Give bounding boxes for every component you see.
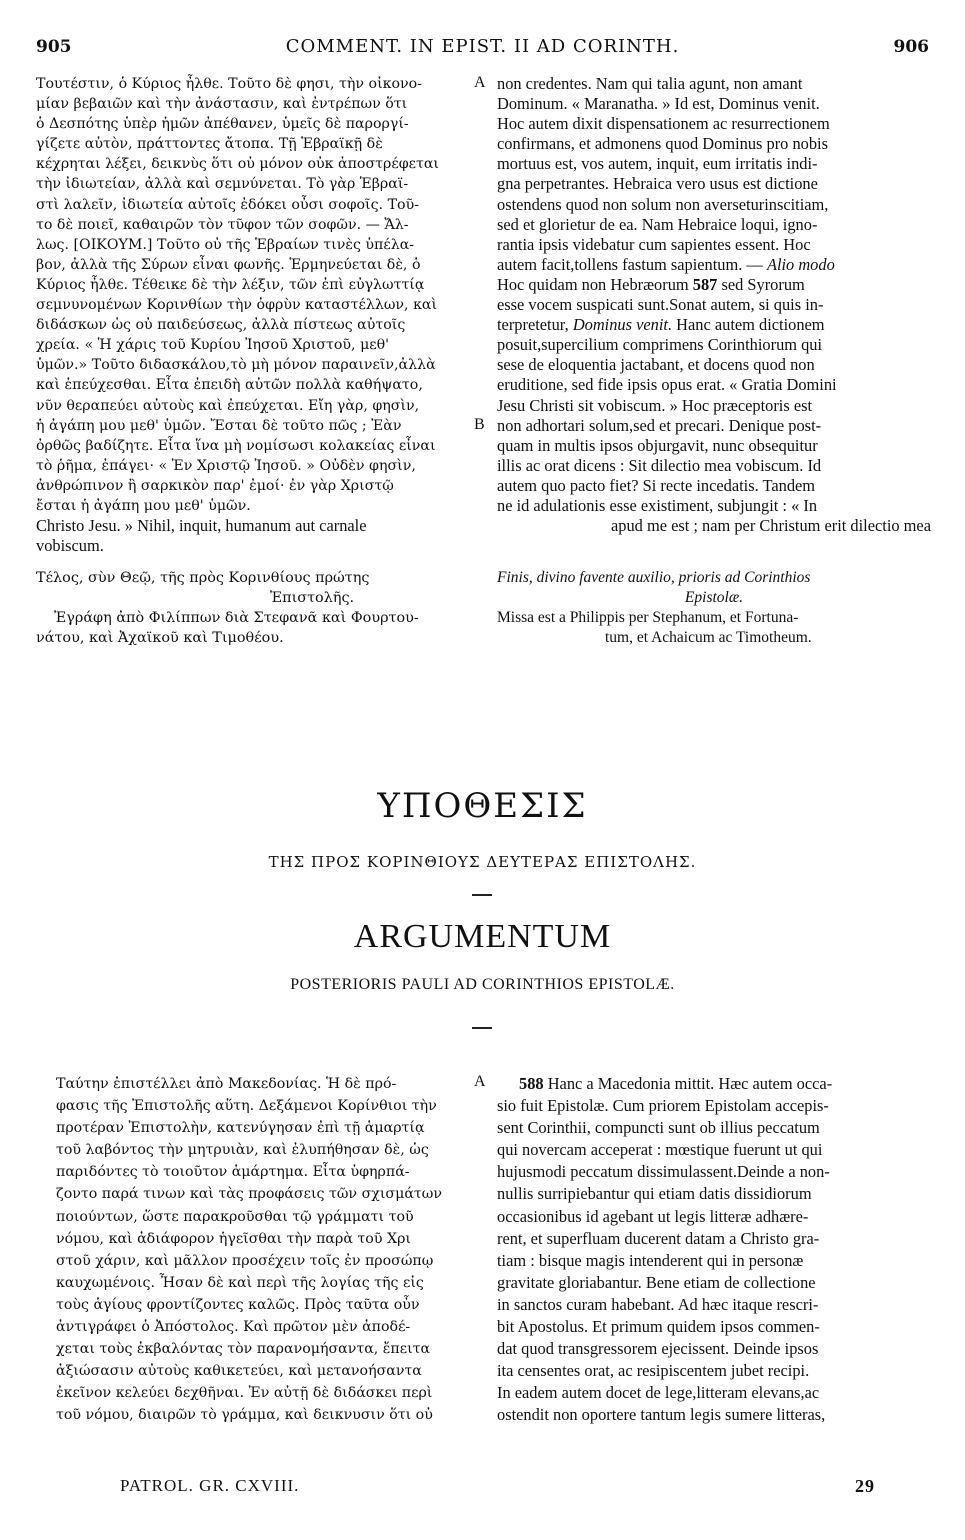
text-fragment: terpretetur, [497, 315, 569, 335]
full-width-line [36, 516, 931, 536]
text-line: eruditione, sed fide ipsis opus erat. « Gratia Domini [497, 375, 837, 395]
text-fragment: Hanc autem dictionem [676, 315, 825, 335]
greek-written-line1: Ἐγράφη ἀπὸ Φιλίππων διὰ Στεφανᾶ καὶ Φουρτου- [54, 610, 419, 626]
text-line: in sanctos curam habebant. Ad hæc itaque rescri- [497, 1294, 819, 1314]
latin-finis-line1: Finis, divino favente auxilio, prioris ad Corinthios [497, 569, 811, 586]
text-line: βον, ἀλλὰ τῆς Σύρων εἶναι φωνῆς. Ἑρμηνεύεται δὲ, ὁ [36, 256, 421, 273]
text-line: Hoc autem dixit dispensationem ac resurrectionem [497, 114, 830, 134]
text-line: occasionibus id agebant ut legis litteræ adhære- [497, 1206, 809, 1226]
running-head [36, 36, 929, 60]
section2-latin-column [497, 1073, 931, 1427]
title-divider [472, 894, 492, 896]
text-line: ita censentes orat, ac resipiscentem jubet recipi. [497, 1361, 810, 1381]
greek-colophon [36, 568, 468, 648]
text-line: mortuus est, vos autem, inquit, eum irritatis indi- [497, 154, 818, 174]
text-line: τὸ ῥῆμα, ἐπάγει· « Ἐν Χριστῷ Ἰησοῦ. » Οὐδὲν φησὶν, [36, 457, 416, 474]
latin-title: ARGUMENTUM [353, 918, 612, 955]
text-line: χρεία. « Ἡ χάρις τοῦ Κυρίου Ἰησοῦ Χριστοῦ, μεθ' [36, 337, 390, 354]
text-line: στὶ λαλεῖν, ἰδιωτεία αὐτοῖς ἐδόκει οὖσι σοφοῖς. Τοῦ- [36, 196, 419, 213]
text-line: προτέραν Ἐπιστολὴν, κατενύγησαν ἐπὶ τῇ ἁμαρτίᾳ [56, 1120, 425, 1137]
text-fragment: autem facit,tollens fastum sapientum. — [497, 254, 763, 274]
text-line: gravitate gloriabantur. Bene etiam de collectione [497, 1272, 816, 1292]
text-line: γίζετε αὐτὸν, πράττοντες ἄτοπα. Τῇ Ἑβραϊκῇ δὲ [36, 136, 383, 153]
column-marker-a: A [474, 74, 486, 91]
text-line: hujusmodi peccatum dissimulassent.Deinde a non- [497, 1162, 830, 1182]
text-line: νῦν θεραπεύει αὐτοὺς καὶ ἐπεύχεται. Εἴη γὰρ, φησὶν, [36, 397, 420, 414]
text-line: τὴν ἰδιωτείαν, ἀλλὰ καὶ σεμνύνεται. Τὸ γὰρ Ἑβραϊ- [36, 176, 409, 193]
full-line-left: Christo Jesu. » Nihil, inquit, humanum aut carnale [36, 516, 367, 535]
text-line: χεται τοὺς ἐκβαλόντας τὸν παρανομήσαντα, ἔπειτα [56, 1341, 431, 1358]
text-line [497, 315, 931, 335]
last-line-text: vobiscum. [36, 536, 104, 555]
text-line: στοῦ χάριν, καὶ μᾶλλον προσέχειν τοῖς ἐν προσώπῳ [56, 1252, 434, 1269]
last-line [36, 536, 931, 556]
text-line: ζοντο παρά τινων καὶ τὰς προφάσεις τῶν σχισμάτων [56, 1186, 442, 1203]
latin-colophon [497, 568, 931, 648]
text-line: το δὲ ποιεῖ, καθαιρῶν τὸν τῦφον τῶν σοφῶν. — Ἄλ- [36, 216, 409, 233]
text-line: ἀνθρώπινον ἢ σαρκικὸν παρ' ἐμοί· ἐν γὰρ Χριστῷ [36, 477, 394, 494]
text-line: gna perpetrantes. Hebraica vero usus est dictione [497, 174, 818, 194]
left-page-number: 905 [36, 37, 72, 57]
text-line: ἔσται ἡ ἀγάπη μου μεθ' ὑμῶν. [36, 497, 251, 514]
latin-subtitle: POSTERIORIS PAULI AD CORINTHIOS EPISTOLÆ. [290, 976, 675, 993]
text-line: confirmans, et admonens quod Dominus pro nobis [497, 134, 828, 154]
text-line: τοῦ νόμου, διαιρῶν τὸ γράμμα, καὶ δεικνυσιν ὅτι οὐ [56, 1407, 433, 1424]
text-line: ostendens quod non solum non averseturinscitiam, [497, 194, 829, 214]
text-line: In eadem autem docet de lege,litteram elevans,ac [497, 1383, 820, 1403]
text-line: Τουτέστιν, ὁ Κύριος ἦλθε. Τοῦτο δὲ φησι, τὴν οἰκονο- [36, 76, 422, 92]
text-line: νόμου, καὶ ἀδιάφορον ἡγεῖσθαι τὴν παρὰ τοῦ Χρι [56, 1230, 411, 1247]
text-line: sed et glorietur de ea. Nam Hebraice loqui, igno- [497, 214, 818, 234]
text-line: διδάσκων ὡς οὐ παιδεύσεως, ἀλλὰ πίστεως αὐτοῖς [36, 317, 406, 334]
text-line: autem quo pacto fiet? Si recte incedatis. Tandem [497, 475, 816, 495]
text-line: rantia ipsis videbatur cum sapientes essent. Hoc [497, 234, 811, 254]
footer [120, 1476, 875, 1497]
dominus-venit-italic: Dominus venit. [572, 315, 673, 335]
column-marker-a-2: A [474, 1073, 486, 1090]
alio-modo-italic: Alio modo [766, 254, 835, 274]
right-page-number: 906 [893, 37, 929, 57]
text-line: μίαν βεβαιῶν καὶ τὴν ἀνάστασιν, καὶ ἐντρέπων ὅτι [36, 96, 408, 113]
text-line: sese de eloquentia jactabant, et docens quod non [497, 355, 815, 375]
text-line: φασις τῆς Ἐπιστολῆς αὕτη. Δεξάμενοι Κορίνθιοι τὴν [56, 1098, 437, 1115]
section2-greek-column [56, 1073, 468, 1427]
text-line: Ταύτην ἐπιστέλλει ἀπὸ Μακεδονίας. Ἡ δὲ πρό- [56, 1076, 397, 1092]
text-line [497, 275, 931, 295]
greek-title: ΥΠΟΘΕΣΙΣ [377, 786, 588, 826]
text-line: ὁ Δεσπότης ὑπὲρ ἡμῶν ἀπέθανεν, ὑμεῖς δὲ παροργί- [36, 116, 409, 133]
greek-finis-line1: Τέλος, σὺν Θεῷ, τῆς πρὸς Κορινθίους πρώτης [36, 570, 370, 586]
text-line: sent Corinthii, compuncti sunt ob illius peccatum [497, 1118, 820, 1138]
text-line: posuit,supercilium comprimens Corinthiorum qui [497, 335, 823, 355]
latin-missa-line2: tum, et Achaicum ac Timotheum. [605, 629, 812, 646]
text-line: καυχωμένοις. Ἦσαν δὲ καὶ περὶ τῆς λογίας τῆς εἰς [56, 1274, 424, 1291]
section2-latin-first-line [497, 1073, 931, 1095]
footer-sheet-number: 29 [855, 1476, 875, 1496]
greek-subtitle: ΤΗΣ ΠΡΟΣ ΚΟΡΙΝΘΙΟΥΣ ΔΕΥΤΕΡΑΣ ΕΠΙΣΤΟΛΗΣ. [268, 853, 697, 871]
text-line: καὶ ἐπεύχεσθαι. Εἶτα ἐπειδὴ αὐτῶν πολλὰ καθήψατο, [36, 377, 423, 394]
footer-series: PATROL. GR. CXVIII. [120, 1476, 300, 1495]
text-line: sio fuit Epistolæ. Cum priorem Epistolam accepis- [497, 1096, 829, 1116]
text-line [497, 255, 931, 275]
text-line: λως. [ΟΙΚΟΥΜ.] Τοῦτο οὐ τῆς Ἑβραίων τινὲς ὑπέλα- [36, 236, 415, 253]
text-line: bit Apostolus. Et primum quidem ipsos commen- [497, 1317, 820, 1337]
text-line: ne id adulationis esse existiment, subjungit : « In [497, 495, 818, 515]
full-line-right: apud me est ; nam per Christum erit dilectio mea [611, 516, 931, 535]
text-line: Dominum. « Maranatha. » Id est, Dominus venit. [497, 94, 820, 114]
text-line: ἀντιγράφει ὁ Ἀπόστολος. Καὶ πρῶτον μὲν ἀποδέ- [56, 1319, 411, 1336]
section1-latin-column [497, 74, 931, 516]
section1-greek-column [36, 74, 468, 516]
text-line: dat quod transgressorem ejecissent. Deinde ipsos [497, 1339, 819, 1359]
text-line: ostendit non oportere tantum legis sumere litteras, [497, 1405, 826, 1425]
text-line: non adhortari solum,sed et precari. Denique post- [497, 415, 822, 435]
text-line: ὀρθῶς βαδίζητε. Εἶτα ἵνα μὴ νομίσωσι κολακείας εἶναι [36, 437, 436, 454]
text-line: ἡ ἀγάπη μου μεθ' ὑμῶν. Ἔσται δὲ τοῦτο πῶς ; Ἐὰν [36, 417, 402, 434]
text-line: Κύριος ἦλθε. Τέθεικε δὲ τὴν λέξιν, τῶν ἐπὶ εὐγλωττίᾳ [36, 276, 425, 293]
text-line: tiam : bisque magis intenderent qui in personæ [497, 1250, 804, 1270]
text-line: ποιούντων, ὥστε παρακροῦσθαι τῷ γράμματι τοῦ [56, 1208, 414, 1225]
text-line: ἐκεῖνον κελεύει δεχθῆναι. Ἐν αὐτῇ δὲ διδάσκει περὶ [56, 1385, 433, 1402]
text-line: nullis surripiebantur qui etiam datis dissidiorum [497, 1184, 812, 1204]
greek-written-line2: νάτου, καὶ Ἀχαϊκοῦ καὶ Τιμοθέου. [36, 630, 284, 646]
text-fragment: sed Syrorum [721, 274, 805, 294]
column-marker-b: B [474, 416, 485, 433]
latin-finis-line2: Epistolæ. [684, 589, 744, 606]
column-number-587: 587 [692, 274, 718, 294]
section2-latin-first-text: Hanc a Macedonia mittit. Hæc autem occa- [547, 1074, 833, 1093]
text-line: Jesu Christi sit vobiscum. » Hoc præceptoris est [497, 395, 813, 415]
text-line: σεμνυνομένων Κορινθίων τὴν ὀφρὺν καταστέλλων, καὶ [36, 297, 438, 314]
text-line: esse vocem suspicati sunt.Sonat autem, si quis in- [497, 295, 824, 315]
text-line: τοὺς ἁγίους φροντίζοντες καλῶς. Πρὸς ταῦτα οὖν [56, 1296, 420, 1313]
text-line: non credentes. Nam qui talia agunt, non amant [497, 74, 803, 93]
text-line: qui novercam acceperat : mœstique fuerunt ut qui [497, 1140, 823, 1160]
greek-finis-line2: Ἐπιστολῆς. [269, 590, 355, 606]
text-line: ἀξιώσασιν αὐτοὺς καθικετεύει, καὶ μετανοήσαντα [56, 1363, 422, 1380]
title-divider-2 [472, 1027, 492, 1029]
column-number-588: 588 [519, 1074, 544, 1093]
text-line: κέχρηται λέξει, δεικνὺς ὅτι οὐ μόνον οὐκ ἀποστρέφεται [36, 156, 439, 173]
text-fragment: Hoc quidam non Hebræorum [497, 274, 689, 294]
text-line: τοῦ λαβόντος τὴν μητρυιὰν, καὶ ἐλυπήθησαν δὲ, ὡς [56, 1142, 429, 1159]
text-line: παριδόντες τὸ τοιοῦτον ἁμάρτημα. Εἶτα ὑφηρπά- [56, 1164, 410, 1181]
text-line: rent, et superfluam ducerent datam a Christo gra- [497, 1228, 820, 1248]
text-line: illis ac orat dicens : Sit dilectio mea vobiscum. Id [497, 455, 822, 475]
text-line: ὑμῶν.» Τοῦτο διδασκάλου,τὸ μὴ μόνον παραινεῖν,ἀλλὰ [36, 357, 436, 374]
running-title: COMMENT. IN EPIST. II AD CORINTH. [285, 36, 680, 57]
text-line: quam in multis ipsos objurgavit, nunc obsequitur [497, 435, 818, 455]
latin-missa-line1: Missa est a Philippis per Stephanum, et Fortuna- [497, 609, 799, 626]
